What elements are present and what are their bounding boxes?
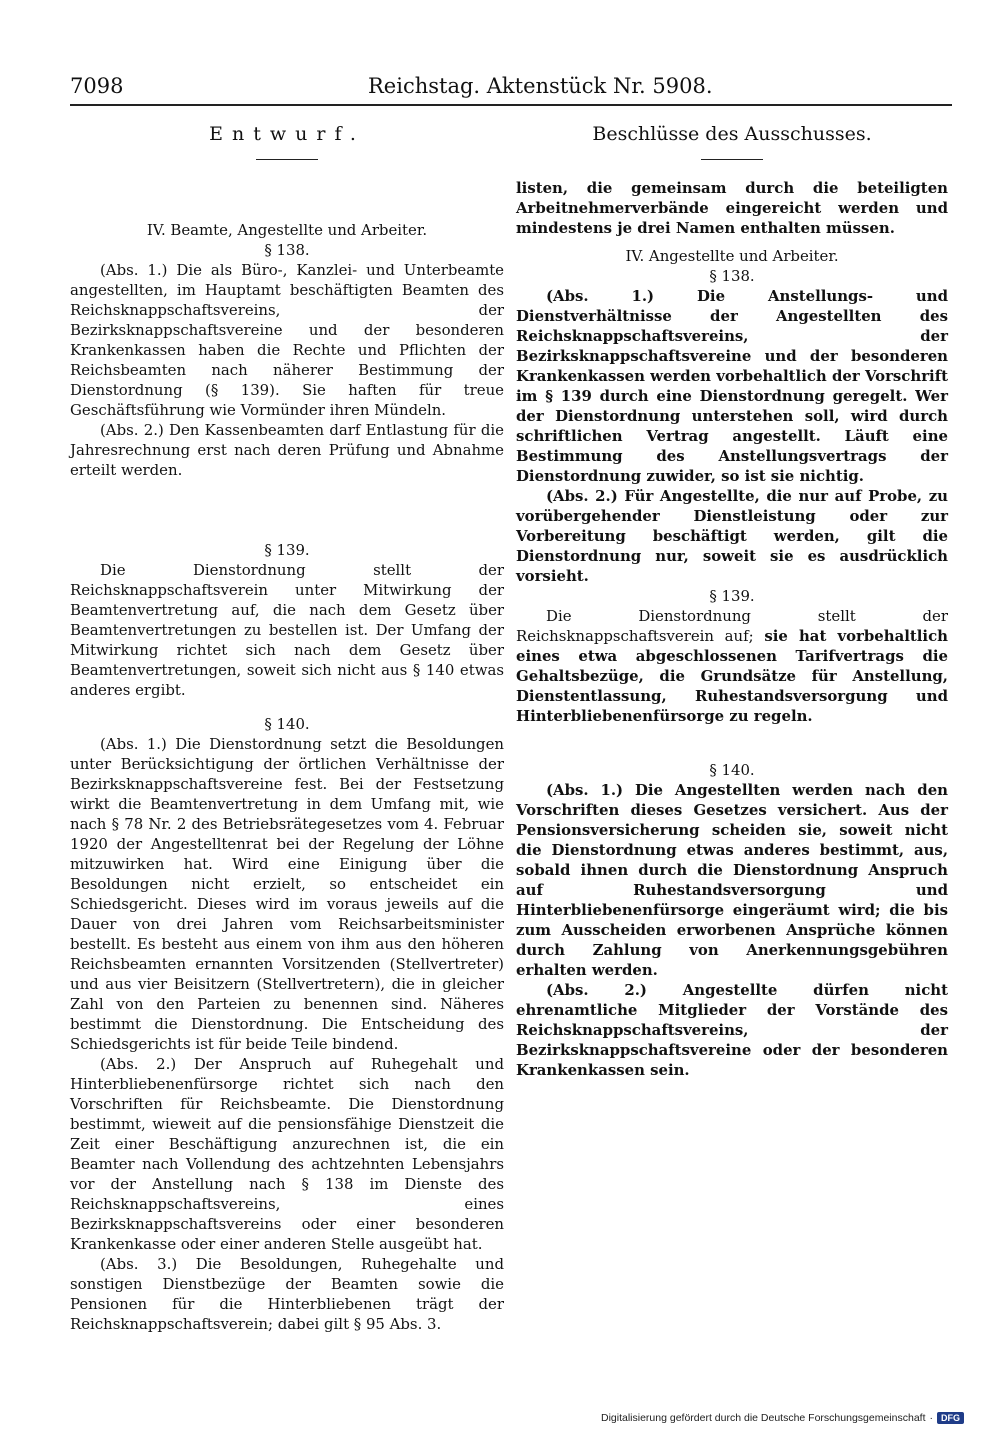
right-column-resolutions	[516, 116, 948, 1080]
right-p140-abs1: (Abs. 1.) Die Angestellten werden nach den Vorschriften dieses Gesetzes versichert. Aus der Pensionsversicherung scheiden sie, soweit nicht die Dienstordnung etwas anderes bestimmt, aus, sobald ihnen durch die Dienstordnung Anspruch auf Ruhestandsversorgung und Hinterbliebenenfürsorge eingeräumt wird; die bis zum Ausscheiden erworbenen Ansprüche können durch Zahlung von Anerkennungsgebühren erhalten werden.	[516, 781, 948, 979]
page-header	[70, 70, 950, 104]
left-column-draft	[70, 116, 504, 1334]
right-p139-bold: sie hat vorbehaltlich eines etwa abgeschlossenen Tarifvertrags die Gehaltsbezüge, die Grundsätze für Anstellung, Dienstentlassung, Ruhestandsversorgung und Hinterbliebenenfürsorge zu regeln.	[516, 627, 948, 725]
left-section-title: IV. Beamte, Angestellte und Arbeiter.	[146, 221, 428, 239]
heading-rule	[256, 159, 318, 160]
left-p138-abs1: (Abs. 1.) Die als Büro-, Kanzlei- und Unterbeamte angestellten, im Hauptamt beschäftigten Beamten des Reichsknappschaftsvereins, der Bezirksknappschaftsvereine und der besonderen Krankenkassen haben die Rechte und Pflichten der Reichsbeamten nach näherer Bestimmung der Dienstordnung (§ 139). Sie haften für treue Geschäftsführung wie Vormünder ihren Mündeln.	[70, 261, 504, 419]
right-section-title: IV. Angestellte und Arbeiter.	[625, 247, 839, 265]
right-p139-text	[516, 606, 948, 726]
dfg-logo: DFG	[937, 1412, 964, 1424]
right-p139-sign: § 139.	[709, 587, 755, 605]
digitization-footer: Digitalisierung gefördert durch die Deutsche Forschungsgemeinschaft · DFG	[601, 1412, 964, 1424]
left-heading-block	[70, 120, 504, 180]
footer-text: Digitalisierung gefördert durch die Deutsche Forschungsgemeinschaft	[600, 1412, 926, 1424]
left-p140-abs3: (Abs. 3.) Die Besoldungen, Ruhegehalte und sonstigen Dienstbezüge der Beamten sowie die Pensionen für die Hinterbliebenen trägt der Reichsknappschaftsverein; dabei gilt § 95 Abs. 3.	[70, 1255, 504, 1333]
left-p140-abs1: (Abs. 1.) Die Dienstordnung setzt die Besoldungen unter Berücksichtigung der örtlichen Verhältnisse der Bezirksknappschaftsvereine fest. Bei der Festsetzung wirkt die Beamtenvertretung in dem Umfang mit, wie nach § 78 Nr. 2 des Betriebsrätegesetzes vom 4. Februar 1920 der Angestelltenrat bei der Regelung der Löhne mitzuwirken hat. Wird eine Einigung über die Besoldungen nicht erzielt, so entscheidet ein Schiedsgericht. Dieses wird im voraus jeweils auf die Dauer von drei Jahren vom Reichsarbeitsminister bestellt. Es besteht aus einem von ihm aus den höheren Reichsbeamten ernannten Vorsitzenden (Stellvertreter) und aus vier Beisitzern (Stellvertretern), die in gleicher Zahl von den Parteien zu benennen sind. Näheres bestimmt die Dienstordnung. Die Entscheidung des Schiedsgerichts ist für beide Teile bindend.	[70, 735, 504, 1053]
left-p138-abs2: (Abs. 2.) Den Kassenbeamten darf Entlastung für die Jahresrechnung erst nach deren Prüfung und Abnahme erteilt werden.	[70, 421, 504, 479]
right-p140-sign: § 140.	[709, 761, 755, 779]
right-p138-abs2: (Abs. 2.) Für Angestellte, die nur auf Probe, zu vorübergehender Dienstleistung oder zur Vorbereitung beschäftigt werden, gilt die Dienstordnung nur, soweit sie es ausdrücklich vorsieht.	[516, 487, 948, 585]
right-p138-abs1: (Abs. 1.) Die Anstellungs- und Dienstverhältnisse der Angestellten des Reichsknappschaftsvereins, der Bezirksknappschaftsvereine und der besonderen Krankenkassen werden vorbehaltlich der Vorschrift im § 139 durch eine Dienstordnung geregelt. Wer der Dienstordnung unterstehen soll, wird durch schriftlichen Vertrag angestellt. Läuft eine Bestimmung des Anstellungsvertrags der Dienstordnung zuwider, so ist sie nichtig.	[516, 287, 948, 485]
left-p140-sign: § 140.	[264, 715, 310, 733]
right-p140-abs2: (Abs. 2.) Angestellte dürfen nicht ehrenamtliche Mitglieder der Vorstände des Reichsknappschaftsvereins, der Bezirksknappschaftsvereine oder der besonderen Krankenkassen sein.	[516, 981, 948, 1079]
header-rule	[70, 104, 952, 106]
left-p139-text: Die Dienstordnung stellt der Reichsknappschaftsverein unter Mitwirkung der Beamtenvertretung auf, die nach dem Gesetz über Beamtenvertretungen zu bestellen ist. Der Umfang der Mitwirkung richtet sich nach dem Gesetz über Beamtenvertretungen, soweit sich nicht aus § 140 etwas anderes ergibt.	[70, 561, 504, 699]
left-column-heading: Entwurf.	[209, 123, 365, 145]
right-p139-plain: Die Dienstordnung stellt der Reichsknappschaftsverein auf;	[516, 607, 948, 645]
right-continuation-text: listen, die gemeinsam durch die beteiligten Arbeitnehmerverbände eingereicht werden und mindestens je drei Namen enthalten müssen.	[516, 179, 948, 237]
left-p139-sign: § 139.	[264, 541, 310, 559]
page-number: 7098	[70, 74, 124, 98]
left-p138-sign: § 138.	[264, 241, 310, 259]
left-p140-abs2: (Abs. 2.) Der Anspruch auf Ruhegehalt und Hinterbliebenenfürsorge richtet sich nach den Vorschriften für Reichsbeamte. Die Dienstordnung bestimmt, wieweit auf die pensionsfähige Dienstzeit die Zeit einer Beschäftigung anzurechnen ist, die ein Beamter nach Vollendung des achtzehnten Lebensjahrs vor der Anstellung nach § 138 im Dienste des Reichsknappschaftsvereins, eines Bezirksknappschaftsvereins oder einer besonderen Krankenkasse oder einer anderen Stelle ausgeübt hat.	[70, 1055, 504, 1253]
running-title: Reichstag. Aktenstück Nr. 5908.	[368, 74, 713, 98]
heading-rule	[701, 159, 763, 160]
right-p138-sign: § 138.	[709, 267, 755, 285]
right-heading-block	[516, 120, 948, 178]
right-column-heading: Beschlüsse des Ausschusses.	[592, 123, 872, 145]
